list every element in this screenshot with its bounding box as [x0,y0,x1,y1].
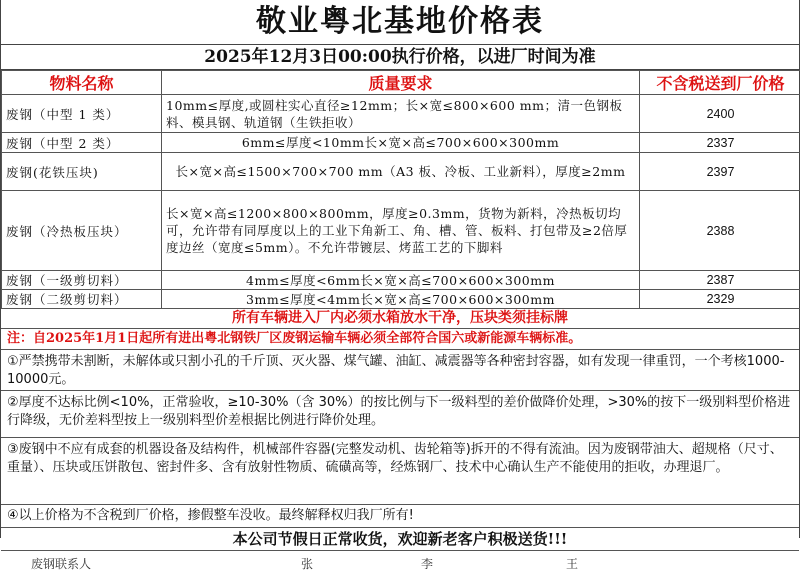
price-value: 2400 [640,95,800,133]
price-value: 2388 [640,191,800,271]
contact-fragment: 王 [566,555,578,572]
quality-requirement: 4mm≤厚度<6mm长×宽×高≤700×600×300mm [162,271,640,290]
vehicle-drain-notice: 所有车辆进入厂内必须水箱放水干净，压块类须挂标牌 [1,309,799,329]
contact-fragment: 张 [301,555,313,572]
material-name: 废钢（中型 1 类） [2,95,162,133]
rule-price-disclaimer: ④以上价格为不含税到厂价格，掺假整车没收。最终解释权归我厂所有! [1,505,799,528]
emission-standard-notice: 注：自2025年1月1日起所有进出粤北钢铁厂区废钢运输车辆必须全部符合国六或新能源车辆标准。 [1,329,799,350]
price-value: 2397 [640,153,800,191]
page-title: 敬业粤北基地价格表 [1,0,799,45]
table-row [2,153,800,191]
rule-thickness-grading: ②厚度不达标比例<10%，正常验收，≥10-30%（含 30%）的按比例与下一级料型的差价做降价处理，>30%的按下一级别料型价格进行降级，无价差料型按上一级别料型价差根据比例进行降价处理。 [1,391,799,438]
contact-label: 废钢联系人 [31,555,91,572]
quality-requirement: 3mm≤厚度<4mm长×宽×高≤700×600×300mm [162,290,640,309]
quality-requirement: 长×宽×高≤1500×700×700 mm（A3 板、冷板、工业新料），厚度≥2mm [162,153,640,191]
contact-row-cutoff [1,551,799,565]
table-row [2,271,800,290]
effective-date-subtitle: 2025年12月3日00:00执行价格，以进厂时间为准 [1,45,799,70]
holiday-receiving-footer: 本公司节假日正常收货，欢迎新老客户积极送货!!! [1,528,799,551]
table-row [2,290,800,309]
material-name: 废钢(花铁压块) [2,153,162,191]
table-header-row [2,71,800,95]
column-header-material: 物料名称 [2,71,162,95]
price-table [1,70,800,309]
price-value: 2387 [640,271,800,290]
material-name: 废钢（冷热板压块） [2,191,162,271]
column-header-price: 不含税送到厂价格 [640,71,800,95]
table-row [2,133,800,153]
material-name: 废钢（中型 2 类） [2,133,162,153]
quality-requirement: 长×宽×高≤1200×800×800mm，厚度≥0.3mm，货物为新料，冷热板切均可，允许带有同厚度以上的工业下角新工、角、槽、管、板料、打包带及≥2倍厚度边丝（宽度≤5mm）。不允许带镀层、烤蓝工艺的下脚料 [162,191,640,271]
quality-requirement: 6mm≤厚度<10mm长×宽×高≤700×600×300mm [162,133,640,153]
table-row [2,191,800,271]
column-header-quality: 质量要求 [162,71,640,95]
material-name: 废钢（二级剪切料） [2,290,162,309]
rule-sealed-containers: ①严禁携带未割断，未解体或只割小孔的千斤顶、灭火器、煤气罐、油缸、减震器等各种密封容器，如有发现一律重罚，一个考核1000-10000元。 [1,350,799,391]
quality-requirement: 10mm≤厚度,或圆柱实心直径≥12mm；长×宽≤800×600 mm；清一色钢板料、模具钢、轨道钢（生铁拒收） [162,95,640,133]
price-value: 2337 [640,133,800,153]
table-row [2,95,800,133]
material-name: 废钢（一级剪切料） [2,271,162,290]
price-value: 2329 [640,290,800,309]
rule-rejection-criteria: ③废钢中不应有成套的机器设备及结构件，机械部件容器(完整发动机、齿轮箱等)拆开的不得有流油。因为废钢带油大、超规格（尺寸、重量）、压块或压饼散包、密封件多、含有放射性物质、硫磺高等，经炼钢厂、技术中心确认生产不能使用的拒收，办理退厂。 [1,438,799,505]
contact-fragment: 李 [421,555,433,572]
